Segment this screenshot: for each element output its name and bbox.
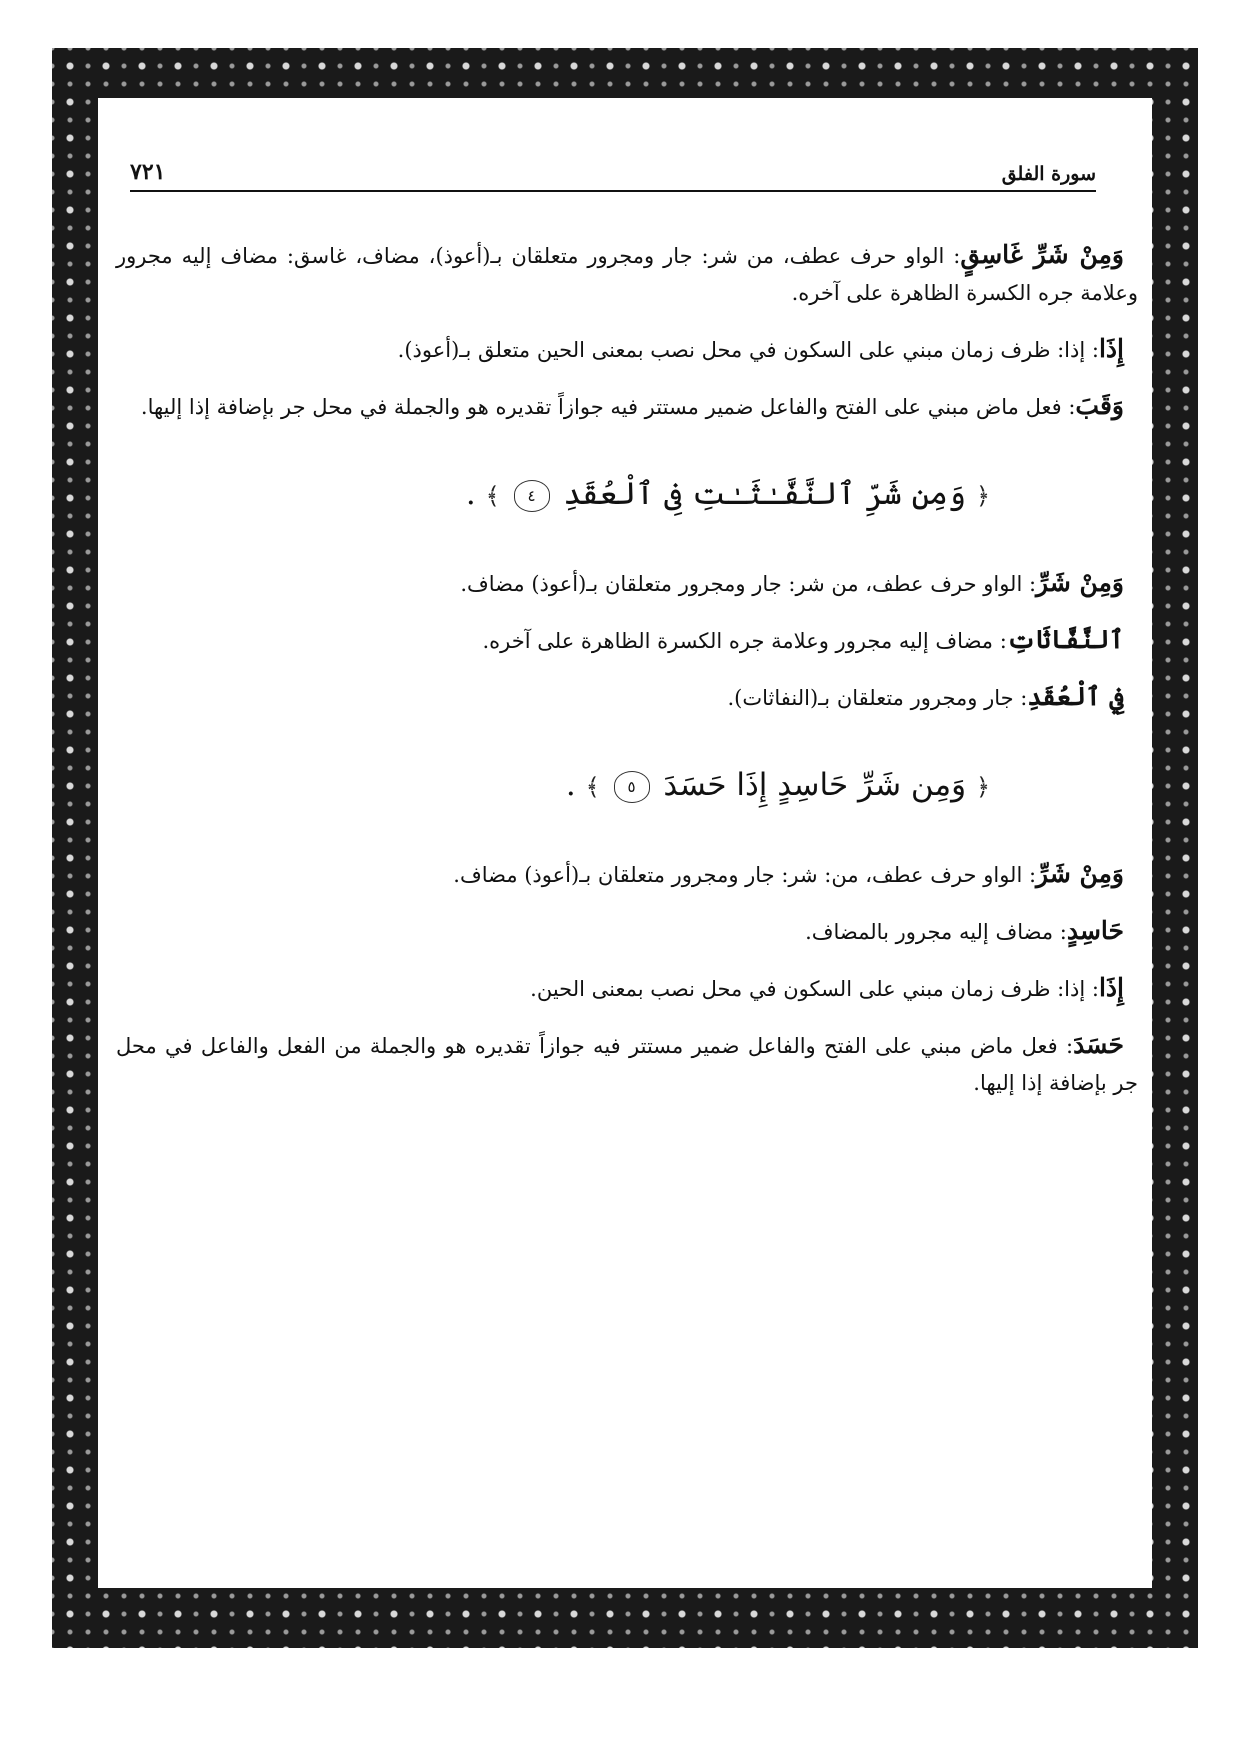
- entry-min-sharri-2: وَمِنْ شَرِّ: الواو حرف عطف، من شر: جار ومجرور متعلقان بـ(أعوذ) مضاف.: [460, 568, 1124, 597]
- entry-text: جار ومجرور متعلقان بـ(النفاثات).: [727, 686, 1014, 710]
- verse-text: وَمِن شَرِّ حَاسِدٍ إِذَا حَسَدَ: [663, 767, 967, 803]
- entry-min-sharri-3: وَمِنْ شَرِّ: الواو حرف عطف، من: شر: جار ومجرور متعلقان بـ(أعوذ) مضاف.: [453, 859, 1124, 888]
- entry-min-sharri-ghasiq: وَمِنْ شَرِّ غَاسِقٍ: الواو حرف عطف، من شر: جار ومجرور متعلقان بـ(أعوذ)، مضاف، غاسق: مضاف إليه مجرور وعلامة جره الكسرة الظاهرة على آخره.: [116, 240, 1138, 305]
- page-body: [98, 98, 1152, 1588]
- quran-verse-4: [116, 472, 1138, 518]
- entry-idha-2: إِذَا: إذا: ظرف زمان مبني على السكون في محل نصب بمعنى الحين.: [530, 973, 1124, 1002]
- entry-text: الواو حرف عطف، من شر: جار ومجرور متعلقان بـ(أعوذ)، مضاف، غاسق: مضاف إليه مجرور وعلامة جره الكسرة الظاهرة على آخره.: [116, 244, 1138, 305]
- entry-text: إذا: ظرف زمان مبني على السكون في محل نصب بمعنى الحين متعلق بـ(أعوذ).: [397, 338, 1086, 362]
- page-number: ٧٢١: [130, 159, 166, 185]
- entry-waqab: وَقَبَ: فعل ماض مبني على الفتح والفاعل ضمير مستتر فيه جوازاً تقديره هو والجملة في محل جر بإضافة إذا إليها.: [116, 387, 1138, 426]
- ayah-number-marker: ٥: [614, 771, 650, 803]
- surah-title: سورة الفلق: [1001, 163, 1096, 185]
- entry-text: فعل ماض مبني على الفتح والفاعل ضمير مستتر فيه جوازاً تقديره هو والجملة في محل جر بإضافة إذا إليها.: [140, 395, 1062, 419]
- verse-close-ornament: ﴾: [485, 482, 500, 510]
- entry-term: وَمِنْ شَرِّ: [1036, 859, 1124, 888]
- entry-text: فعل ماض مبني على الفتح والفاعل ضمير مستتر فيه جوازاً تقديره هو والجملة من الفعل والفاعل في محل جر بإضافة إذا إليها.: [116, 1034, 1138, 1095]
- entry-hasad: حَسَدَ: فعل ماض مبني على الفتح والفاعل ضمير مستتر فيه جوازاً تقديره هو والجملة من الفعل والفاعل في محل جر بإضافة إذا إليها.: [116, 1030, 1138, 1095]
- entry-hasid: حَاسِدٍ: مضاف إليه مجرور بالمضاف.: [805, 916, 1124, 945]
- verse-open-ornament: ﴿: [975, 773, 990, 801]
- quran-verse-5: [116, 763, 1138, 809]
- verse-open-ornament: ﴿: [975, 482, 990, 510]
- entry-text: الواو حرف عطف، من: شر: جار ومجرور متعلقان بـ(أعوذ) مضاف.: [453, 863, 1023, 887]
- entry-term: وَمِنْ شَرِّ: [1036, 568, 1124, 597]
- entry-term: وَقَبَ: [1075, 391, 1124, 420]
- entry-text: الواو حرف عطف، من شر: جار ومجرور متعلقان بـ(أعوذ) مضاف.: [460, 572, 1023, 596]
- entry-fil-uqad: فِي ٱلْعُقَدِ: جار ومجرور متعلقان بـ(النفاثات).: [727, 682, 1124, 711]
- entry-term: إِذَا: [1098, 973, 1124, 1002]
- entry-term: إِذَا: [1098, 334, 1124, 363]
- entry-idha: إِذَا: إذا: ظرف زمان مبني على السكون في محل نصب بمعنى الحين متعلق بـ(أعوذ).: [397, 334, 1124, 363]
- entry-term: فِي ٱلْعُقَدِ: [1027, 682, 1124, 711]
- entry-term: ٱلنَّفَّاثَاتِ: [1006, 625, 1124, 654]
- entry-text: مضاف إليه مجرور وعلامة جره الكسرة الظاهرة على آخره.: [482, 629, 994, 653]
- verse-text: وَمِن شَرِّ ٱلنَّفَّـٰثَـٰتِ فِى ٱلْعُقَدِ: [563, 476, 967, 512]
- entry-term: حَسَدَ: [1073, 1030, 1124, 1059]
- page-content: [116, 192, 1138, 1102]
- entry-term: حَاسِدٍ: [1066, 916, 1124, 945]
- ornamental-page-border: [52, 48, 1198, 1648]
- entry-text: مضاف إليه مجرور بالمضاف.: [805, 920, 1054, 944]
- entry-annaffathat: ٱلنَّفَّاثَاتِ: مضاف إليه مجرور وعلامة جره الكسرة الظاهرة على آخره.: [482, 625, 1124, 654]
- verse-close-ornament: ﴾: [585, 773, 600, 801]
- page-header: [130, 98, 1096, 192]
- verse-end-period: .: [465, 476, 476, 512]
- ayah-number-marker: ٤: [514, 480, 550, 512]
- verse-end-period: .: [565, 767, 576, 803]
- entry-term: وَمِنْ شَرِّ غَاسِقٍ: [960, 240, 1124, 269]
- entry-text: إذا: ظرف زمان مبني على السكون في محل نصب بمعنى الحين.: [530, 977, 1086, 1001]
